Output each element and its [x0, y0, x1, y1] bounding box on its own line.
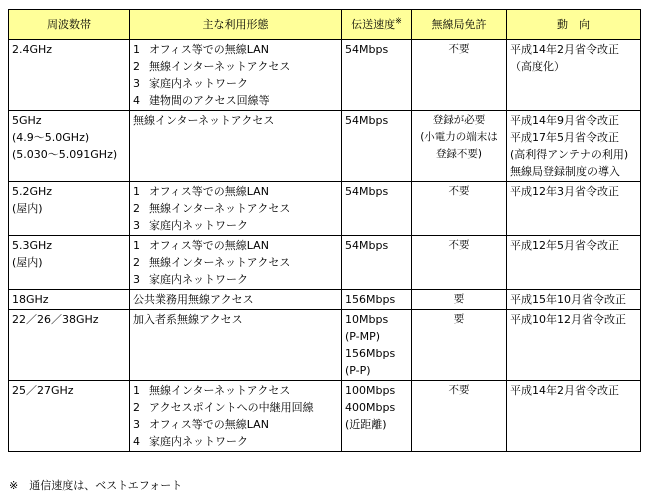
use-item-number: 1 — [133, 239, 140, 252]
license-cell-line: 登録が必要 — [432, 114, 486, 126]
speed-cell-line: (P-MP) — [345, 330, 381, 343]
use-cell — [130, 236, 342, 290]
use-cell — [130, 182, 342, 236]
use-item-text: 家庭内ネットワーク — [149, 219, 248, 232]
use-item — [133, 112, 338, 129]
use-item — [133, 254, 338, 271]
use-item — [133, 200, 338, 217]
license-cell-line: 不要 — [448, 185, 470, 197]
use-item-text: 無線インターネットアクセス — [149, 60, 291, 73]
speed-cell — [342, 310, 412, 381]
use-item — [133, 92, 338, 109]
license-cell — [412, 111, 507, 182]
use-item — [133, 217, 338, 234]
license-cell-line: 登録不要) — [435, 148, 483, 160]
trend-cell-line: 平成17年5月省令改正 — [510, 131, 619, 144]
speed-cell-line: 54Mbps — [345, 43, 389, 56]
use-item-text: オフィス等での無線LAN — [149, 418, 269, 431]
use-cell — [130, 290, 342, 310]
license-cell-line: 要 — [453, 293, 465, 305]
speed-cell — [342, 381, 412, 452]
trend-cell — [507, 40, 641, 111]
license-cell — [412, 182, 507, 236]
band-cell-line: 5GHz — [12, 114, 42, 127]
use-item-text: 建物間のアクセス回線等 — [149, 94, 270, 107]
use-item-number: 3 — [133, 219, 140, 232]
use-item-text: 無線インターネットアクセス — [149, 256, 291, 269]
use-item-text: アクセスポイントへの中継用回線 — [149, 401, 314, 414]
use-item-number: 1 — [133, 43, 140, 56]
trend-cell — [507, 182, 641, 236]
speed-cell-line: 10Mbps — [345, 313, 389, 326]
header-band: 周波数帯 — [9, 10, 130, 40]
use-item-text: オフィス等での無線LAN — [149, 43, 269, 56]
trend-cell-line: （高度化） — [510, 60, 565, 73]
speed-cell-line: 100Mbps — [345, 384, 396, 397]
table-row — [9, 236, 641, 290]
speed-cell — [342, 290, 412, 310]
speed-cell-line: (P-P) — [345, 364, 371, 377]
use-item-number: 3 — [133, 418, 140, 431]
header-row — [9, 10, 641, 40]
speed-cell-line: 54Mbps — [345, 185, 389, 198]
use-item — [133, 237, 338, 254]
trend-cell-line: 平成14年2月省令改正 — [510, 43, 619, 56]
use-item-text: 無線インターネットアクセス — [133, 114, 275, 127]
use-item-number: 4 — [133, 94, 140, 107]
use-item-number: 2 — [133, 256, 140, 269]
use-item — [133, 311, 338, 328]
use-cell — [130, 40, 342, 111]
band-cell-line: (5.030～5.091GHz) — [12, 148, 118, 161]
use-item-number: 2 — [133, 60, 140, 73]
header-license: 無線局免許 — [412, 10, 507, 40]
use-cell — [130, 310, 342, 381]
use-item — [133, 58, 338, 75]
use-item-text: 加入者系無線アクセス — [133, 313, 243, 326]
band-cell — [9, 290, 130, 310]
band-cell-line: 5.3GHz — [12, 239, 53, 252]
band-cell-line: 18GHz — [12, 293, 49, 306]
table-row — [9, 381, 641, 452]
speed-cell — [342, 236, 412, 290]
table-row — [9, 290, 641, 310]
use-cell — [130, 111, 342, 182]
speed-cell — [342, 182, 412, 236]
use-item-text: 家庭内ネットワーク — [149, 435, 248, 448]
use-item-number: 1 — [133, 185, 140, 198]
header-use: 主な利用形態 — [130, 10, 342, 40]
trend-cell — [507, 381, 641, 452]
header-trend: 動 向 — [507, 10, 641, 40]
band-cell — [9, 310, 130, 381]
speed-note-mark: ※ — [395, 16, 402, 26]
use-item — [133, 183, 338, 200]
use-item — [133, 291, 338, 308]
speed-cell-line: (近距離) — [345, 418, 387, 431]
header-speed: 伝送速度※ — [342, 10, 412, 40]
trend-cell-line: (高利得アンテナの利用) — [510, 148, 629, 161]
use-item-text: 家庭内ネットワーク — [149, 77, 248, 90]
table-row — [9, 111, 641, 182]
band-cell-line: (4.9～5.0GHz) — [12, 131, 90, 144]
band-cell-line: 22／26／38GHz — [12, 313, 99, 326]
table-row — [9, 310, 641, 381]
use-item-text: 公共業務用無線アクセス — [133, 293, 254, 306]
speed-cell — [342, 111, 412, 182]
license-cell-line: 不要 — [448, 239, 470, 251]
use-item-number: 3 — [133, 77, 140, 90]
use-item — [133, 416, 338, 433]
band-cell-line: (屋内) — [12, 256, 43, 269]
license-cell-line: 不要 — [448, 384, 470, 396]
table-row — [9, 40, 641, 111]
use-item-text: 家庭内ネットワーク — [149, 273, 248, 286]
band-cell — [9, 40, 130, 111]
use-item — [133, 41, 338, 58]
trend-cell-line: 平成14年2月省令改正 — [510, 384, 619, 397]
speed-cell-line: 400Mbps — [345, 401, 396, 414]
band-cell-line: 5.2GHz — [12, 185, 53, 198]
license-cell-line: 不要 — [448, 43, 470, 55]
license-cell — [412, 40, 507, 111]
use-item — [133, 399, 338, 416]
use-item-number: 1 — [133, 384, 140, 397]
license-cell-line: (小電力の端末は — [420, 131, 498, 143]
use-item-number: 4 — [133, 435, 140, 448]
trend-cell-line: 平成15年10月省令改正 — [510, 293, 626, 306]
band-cell-line: 2.4GHz — [12, 43, 53, 56]
wireless-table — [8, 9, 641, 452]
trend-cell — [507, 310, 641, 381]
speed-cell-line: 156Mbps — [345, 347, 396, 360]
speed-cell — [342, 40, 412, 111]
use-item — [133, 75, 338, 92]
license-cell — [412, 290, 507, 310]
trend-cell-line: 平成14年9月省令改正 — [510, 114, 619, 127]
trend-cell-line: 平成10年12月省令改正 — [510, 313, 626, 326]
use-item-number: 3 — [133, 273, 140, 286]
speed-cell-line: 54Mbps — [345, 239, 389, 252]
license-cell — [412, 236, 507, 290]
use-item-number: 2 — [133, 202, 140, 215]
band-cell — [9, 381, 130, 452]
band-cell — [9, 111, 130, 182]
trend-cell-line: 無線局登録制度の導入 — [510, 165, 620, 178]
use-item-number: 2 — [133, 401, 140, 414]
speed-cell-line: 156Mbps — [345, 293, 396, 306]
use-item-text: 無線インターネットアクセス — [149, 202, 291, 215]
trend-cell-line: 平成12年3月省令改正 — [510, 185, 619, 198]
license-cell-line: 要 — [453, 313, 465, 325]
trend-cell — [507, 290, 641, 310]
band-cell — [9, 182, 130, 236]
band-cell — [9, 236, 130, 290]
band-cell-line: (屋内) — [12, 202, 43, 215]
footnote: ※ 通信速度は、ベストエフォート — [9, 479, 183, 492]
trend-cell — [507, 111, 641, 182]
use-item — [133, 382, 338, 399]
use-cell — [130, 381, 342, 452]
license-cell — [412, 310, 507, 381]
use-item — [133, 271, 338, 288]
table-row — [9, 182, 641, 236]
use-item-text: オフィス等での無線LAN — [149, 185, 269, 198]
use-item-text: オフィス等での無線LAN — [149, 239, 269, 252]
license-cell — [412, 381, 507, 452]
band-cell-line: 25／27GHz — [12, 384, 74, 397]
trend-cell-line: 平成12年5月省令改正 — [510, 239, 619, 252]
trend-cell — [507, 236, 641, 290]
use-item-text: 無線インターネットアクセス — [149, 384, 291, 397]
use-item — [133, 433, 338, 450]
speed-cell-line: 54Mbps — [345, 114, 389, 127]
